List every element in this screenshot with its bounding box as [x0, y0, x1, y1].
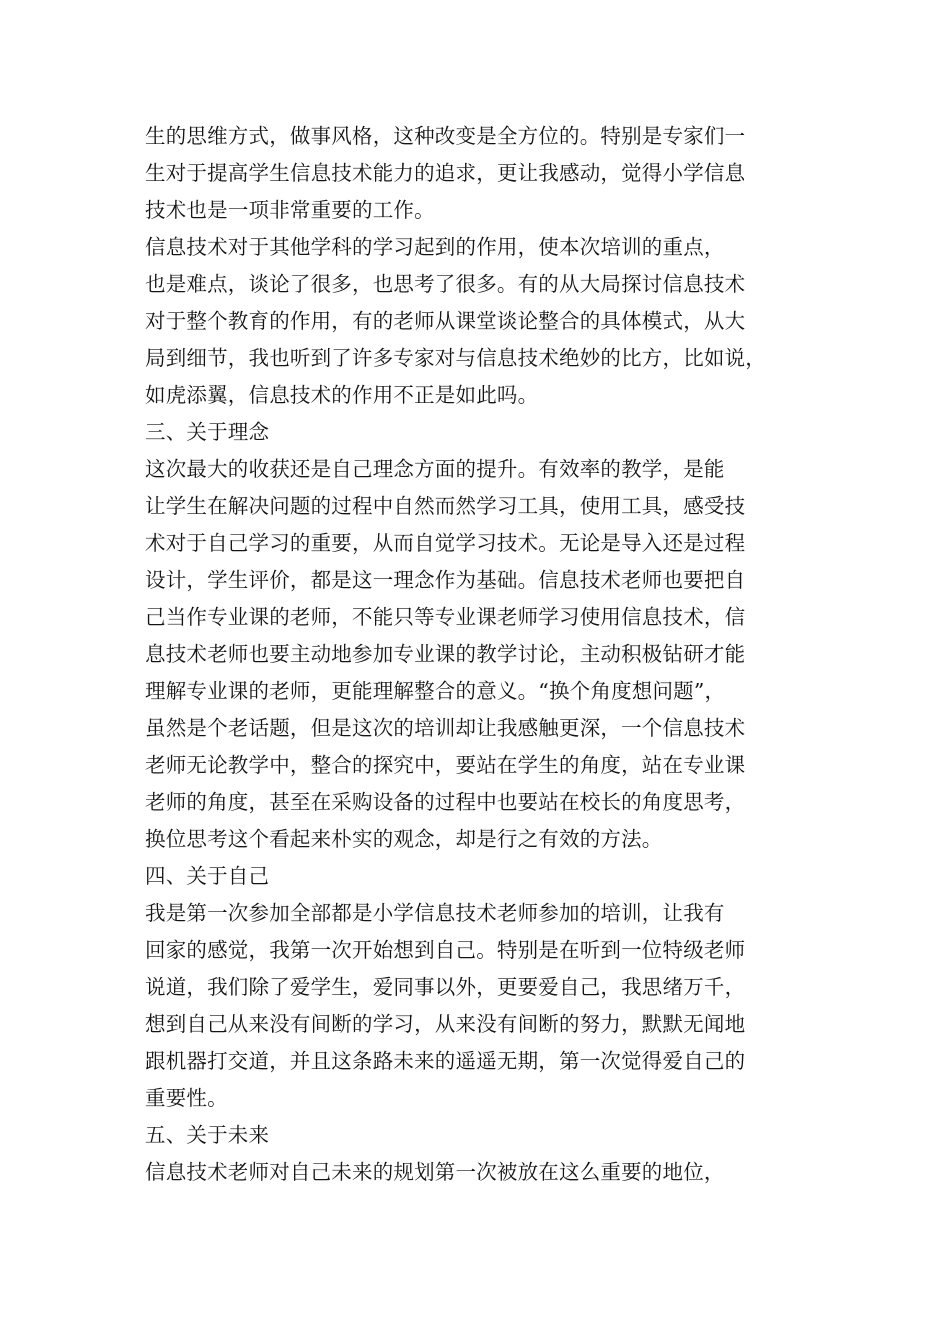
section-heading: 四、关于自己 [145, 864, 270, 888]
text-line: 让学生在解决问题的过程中自然而然学习工具，使用工具，感受技 [145, 494, 746, 518]
text-line: 我是第一次参加全部都是小学信息技术老师参加的培训，让我有 [145, 901, 725, 925]
text-line: 局到细节，我也听到了许多专家对与信息技术绝妙的比方，比如说， [145, 346, 766, 370]
text-line: 技术也是一项非常重要的工作。 [145, 198, 435, 222]
text-line: 虽然是个老话题，但是这次的培训却让我感触更深，一个信息技术 [145, 716, 746, 740]
text-line: 生的思维方式，做事风格，这种改变是全方位的。特别是专家们一 [145, 124, 746, 148]
text-line: 说道，我们除了爱学生，爱同事以外，更要爱自己，我思绪万千， [145, 975, 746, 999]
text-line: 己当作专业课的老师，不能只等专业课老师学习使用信息技术，信 [145, 605, 746, 629]
text-line: 设计，学生评价，都是这一理念作为基础。信息技术老师也要把自 [145, 568, 746, 592]
text-line: 跟机器打交道，并且这条路未来的遥遥无期，第一次觉得爱自己的 [145, 1049, 746, 1073]
text-line: 想到自己从来没有间断的学习，从来没有间断的努力，默默无闻地 [145, 1012, 746, 1036]
text-line: 老师的角度，甚至在采购设备的过程中也要站在校长的角度思考， [145, 790, 746, 814]
text-line: 也是难点，谈论了很多，也思考了很多。有的从大局探讨信息技术 [145, 272, 746, 296]
text-line: 信息技术老师对自己未来的规划第一次被放在这么重要的地位， [145, 1160, 725, 1184]
text-line: 重要性。 [145, 1086, 228, 1110]
section-heading: 五、关于未来 [145, 1123, 270, 1147]
text-line: 回家的感觉，我第一次开始想到自己。特别是在听到一位特级老师 [145, 938, 746, 962]
text-line: 换位思考这个看起来朴实的观念，却是行之有效的方法。 [145, 827, 663, 851]
text-line: 老师无论教学中，整合的探究中，要站在学生的角度，站在专业课 [145, 753, 746, 777]
text-line: 息技术老师也要主动地参加专业课的教学讨论，主动积极钻研才能 [145, 642, 746, 666]
text-line: 对于整个教育的作用，有的老师从课堂谈论整合的具体模式，从大 [145, 309, 746, 333]
text-line: 信息技术对于其他学科的学习起到的作用，使本次培训的重点， [145, 235, 725, 259]
text-line: 理解专业课的老师，更能理解整合的意义。“换个角度想问题”， [145, 679, 726, 703]
text-line: 这次最大的收获还是自己理念方面的提升。有效率的教学，是能 [145, 457, 725, 481]
text-line: 生对于提高学生信息技术能力的追求，更让我感动，觉得小学信息 [145, 161, 746, 185]
section-heading: 三、关于理念 [145, 420, 270, 444]
text-line: 如虎添翼，信息技术的作用不正是如此吗。 [145, 383, 539, 407]
text-line: 术对于自己学习的重要，从而自觉学习技术。无论是导入还是过程 [145, 531, 746, 555]
